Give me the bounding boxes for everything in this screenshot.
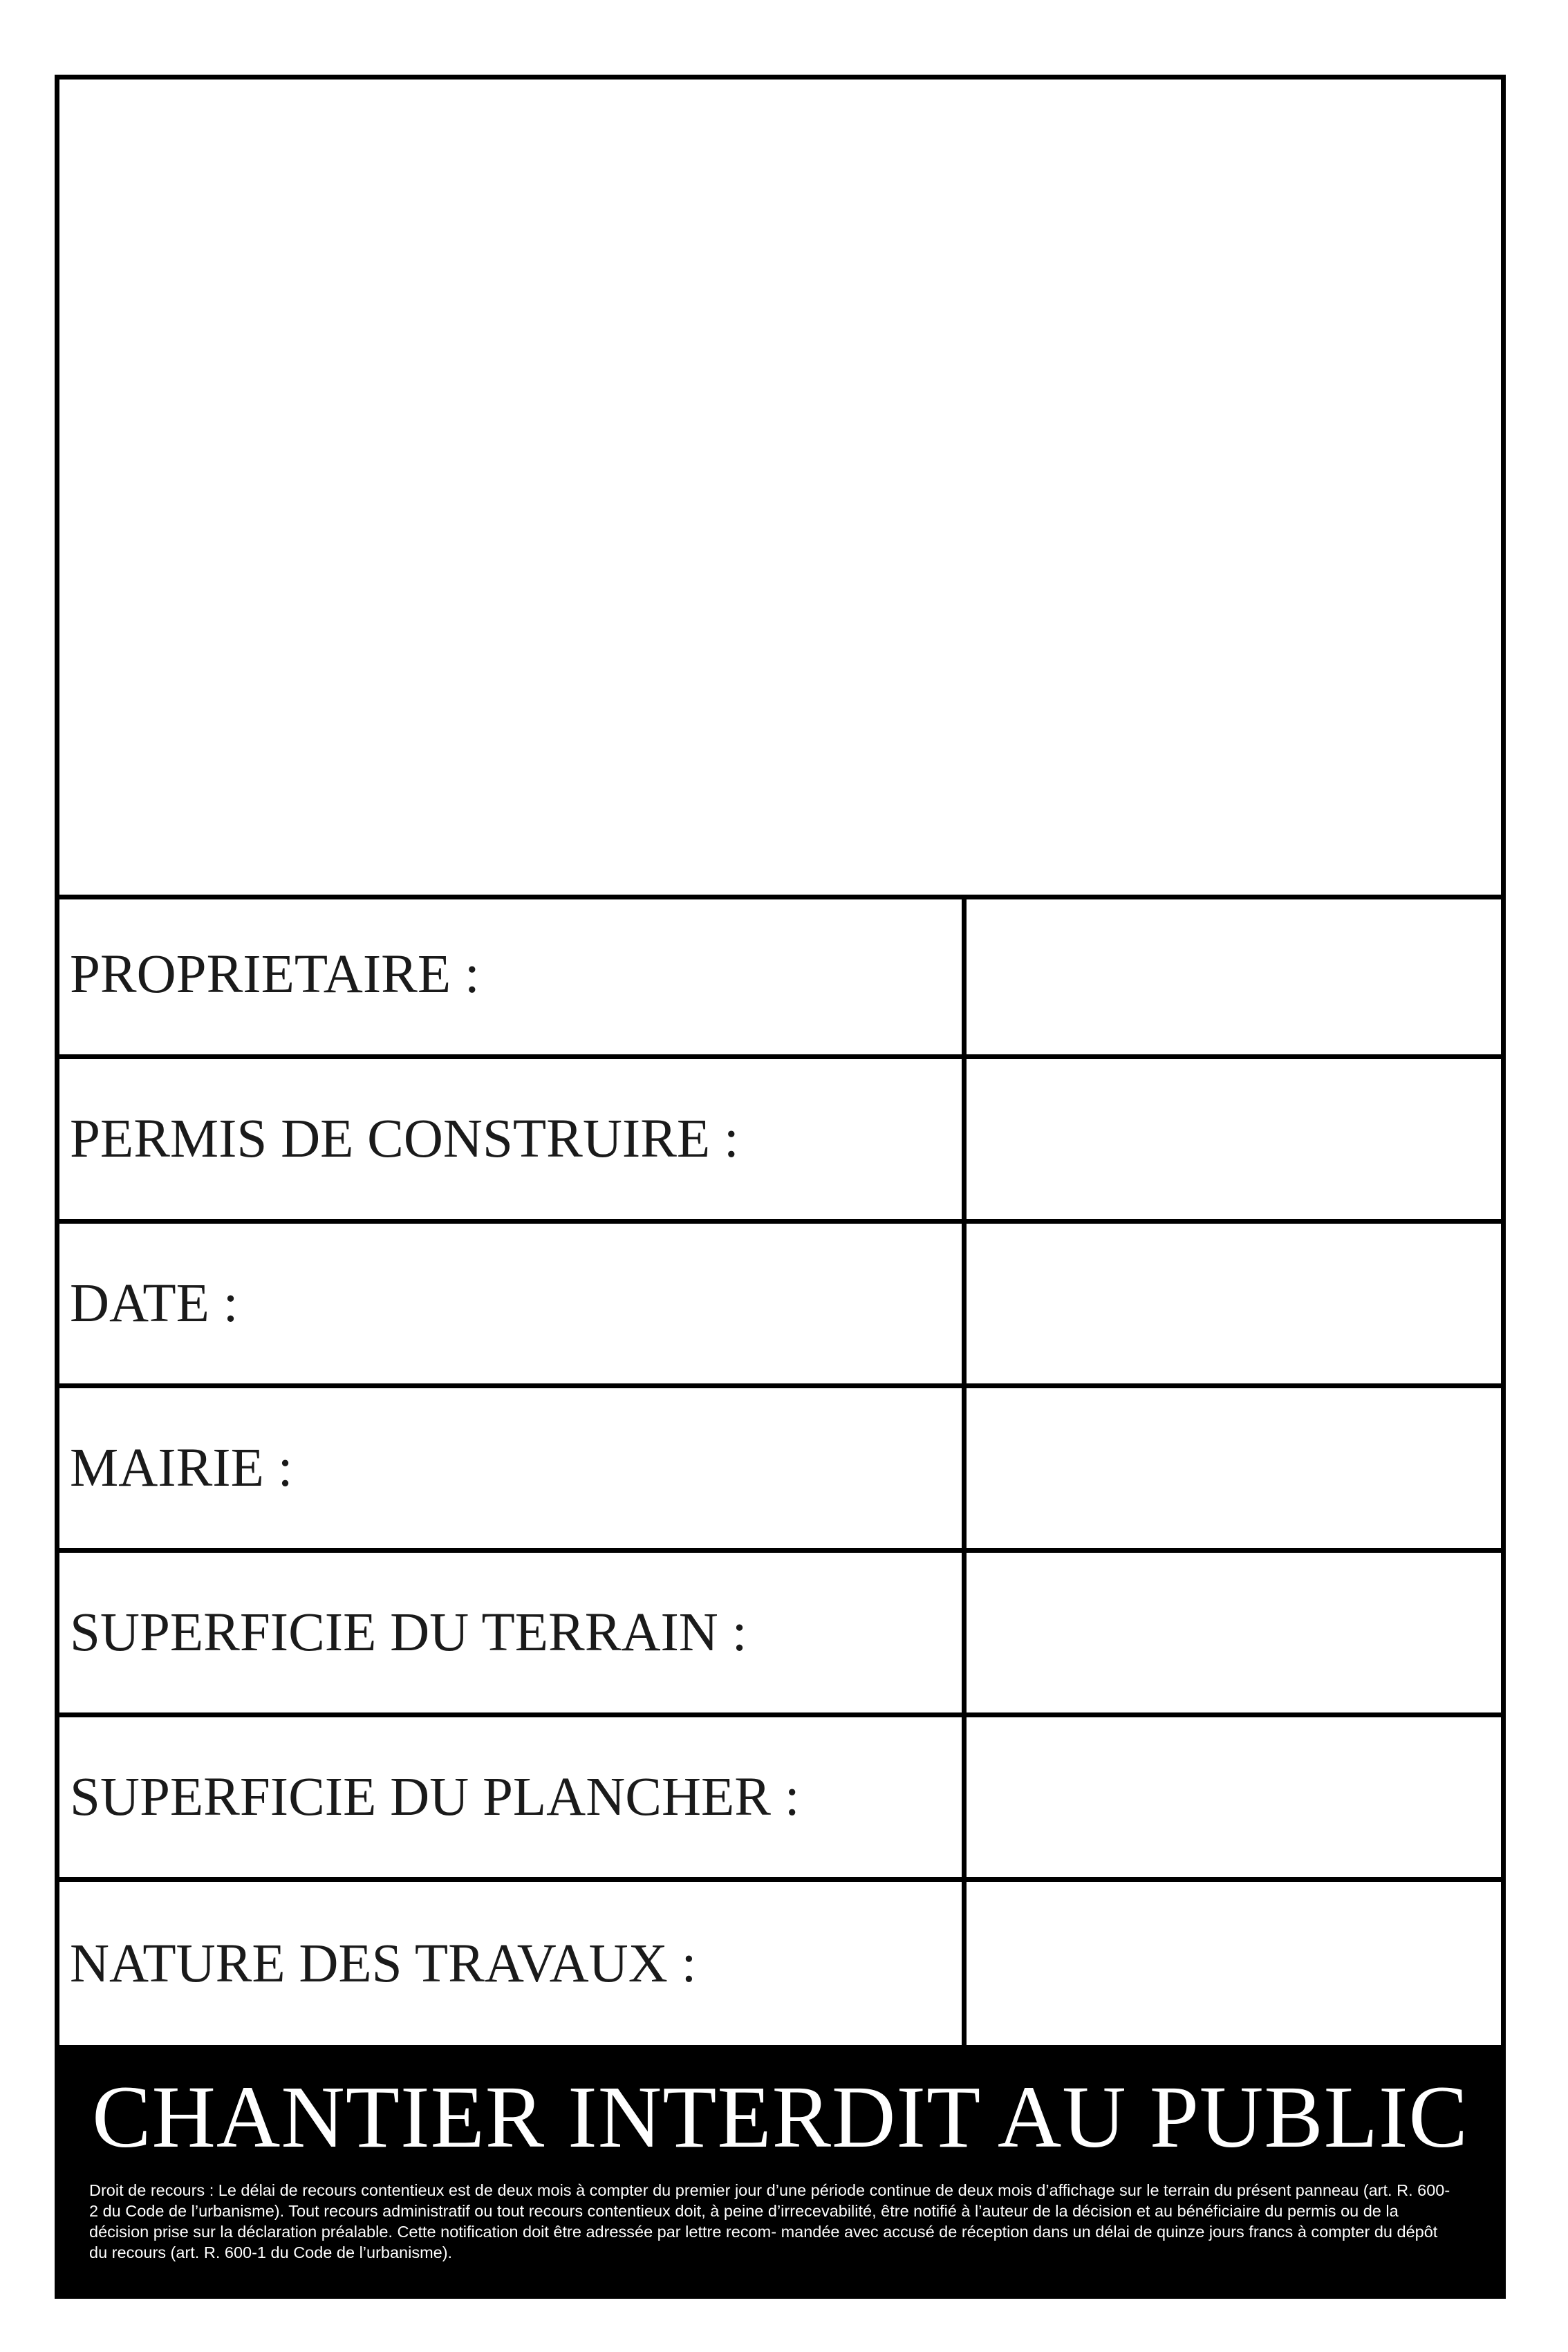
row-label: MAIRIE :	[70, 1437, 293, 1498]
row-superficie-terrain	[59, 1553, 1501, 1717]
row-value-cell	[962, 1388, 1501, 1548]
row-label: SUPERFICIE DU PLANCHER :	[70, 1766, 800, 1827]
row-label: PROPRIETAIRE :	[70, 944, 480, 1005]
footer-banner	[59, 2045, 1501, 2294]
row-superficie-plancher	[59, 1717, 1501, 1882]
row-label: DATE :	[70, 1273, 239, 1334]
row-value-cell	[962, 1059, 1501, 1219]
row-label: NATURE DES TRAVAUX :	[70, 1934, 697, 1994]
row-nature-travaux	[59, 1882, 1501, 2046]
row-label: SUPERFICIE DU TERRAIN :	[70, 1602, 747, 1663]
row-label: PERMIS DE CONSTRUIRE :	[70, 1108, 739, 1169]
row-value-cell	[962, 1224, 1501, 1383]
row-value-cell	[962, 1553, 1501, 1712]
row-permis-de-construire	[59, 1059, 1501, 1224]
construction-permit-panel	[55, 75, 1506, 2299]
row-value-cell	[962, 1882, 1501, 2046]
row-date	[59, 1224, 1501, 1388]
info-rows	[59, 895, 1501, 2045]
legal-notice: Droit de recours : Le délai de recours contentieux est de deux mois à compter du premier jour d’une période continue de deux mois d’affichage sur le terrain du présent panneau (art. R. 600-2 du Code de l’urbanisme). Tout recours administratif ou tout recours contentieux doit, à peine d’irrecevabilité, être notifié à l’auteur de la décision et au bénéficiaire du permis ou de la décision prise sur la déclaration préalable. Cette notification doit être adressée par lettre recom- mandée avec accusé de réception dans un délai de quinze jours francs à compter du dépôt du recours (art. R. 600-1 du Code de l’urbanisme).	[89, 2181, 1450, 2261]
row-value-cell	[962, 1717, 1501, 1877]
blank-header-area	[59, 80, 1501, 899]
row-mairie	[59, 1388, 1501, 1553]
footer-title: CHANTIER INTERDIT AU PUBLIC	[92, 2068, 1468, 2166]
row-proprietaire	[59, 895, 1501, 1059]
row-value-cell	[962, 895, 1501, 1054]
